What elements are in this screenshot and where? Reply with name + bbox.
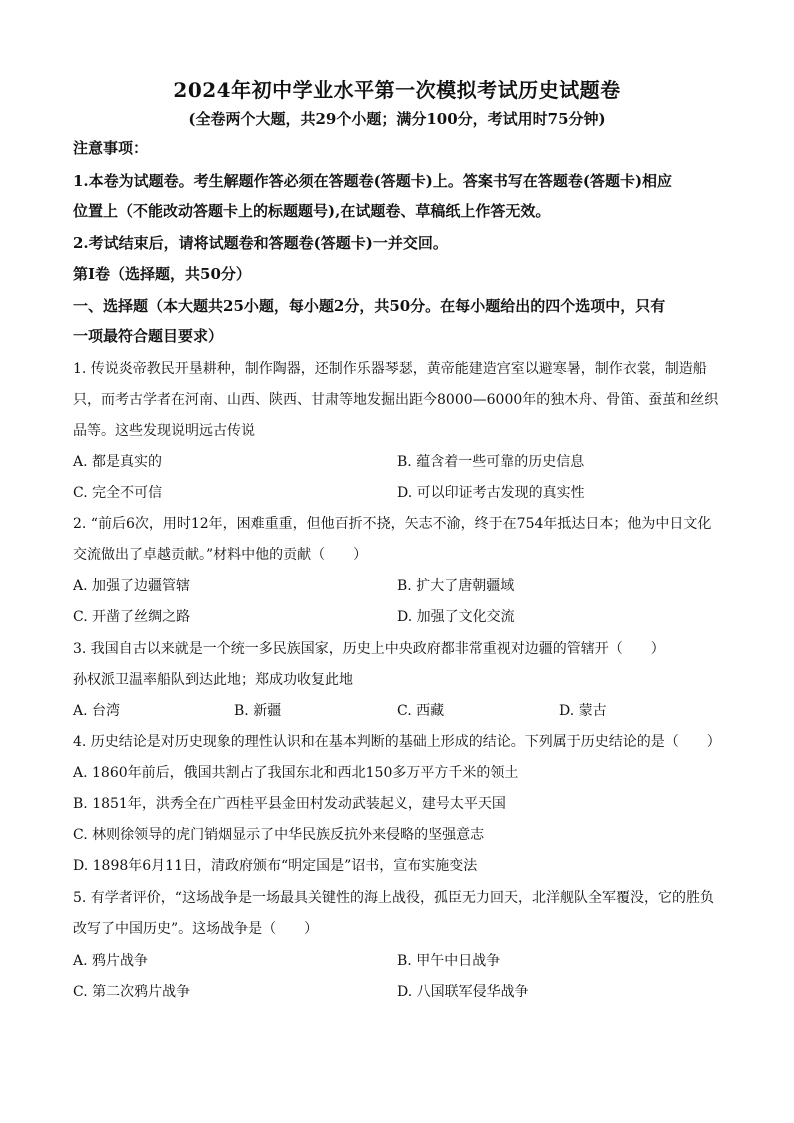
question-1-option-b[interactable]: B. 蕴含着一些可靠的历史信息 xyxy=(397,454,585,470)
page-subtitle: (全卷两个大题，共29个小题；满分100分，考试用时75分钟) xyxy=(188,110,606,128)
question-3-option-a[interactable]: A. 台湾 xyxy=(73,703,121,719)
question-3-option-b[interactable]: B. 新疆 xyxy=(234,703,282,719)
page-title: 2024年初中学业水平第一次模拟考试历史试题卷 xyxy=(173,78,621,102)
part-1-heading: 第Ⅰ卷（选择题，共50分） xyxy=(73,265,251,283)
notice-item-1-line-1: 1.本卷为试题卷。考生解题作答必须在答题卷(答题卡)上。答案书写在答题卷(答题卡)相应 xyxy=(73,172,673,190)
notice-heading: 注意事项： xyxy=(73,139,149,157)
question-4-option-c[interactable]: C. 林则徐领导的虎门销烟显示了中华民族反抗外来侵略的坚强意志 xyxy=(73,827,485,843)
question-1-line-1: 1. 传说炎帝教民开垦耕种，制作陶器，还制作乐器琴瑟，黄帝能建造宫室以避寒暑，制作衣裳，制造船 xyxy=(73,361,707,377)
question-5-option-a[interactable]: A. 鸦片战争 xyxy=(73,953,149,969)
question-1-option-d[interactable]: D. 可以印证考古发现的真实性 xyxy=(397,485,585,501)
question-2-option-c[interactable]: C. 开凿了丝绸之路 xyxy=(73,609,191,625)
question-1-line-3: 品等。这些发现说明远古传说 xyxy=(73,423,255,439)
notice-item-1-line-2: 位置上（不能改动答题卡上的标题题号),在试题卷、草稿纸上作答无效。 xyxy=(73,202,551,220)
section-1-heading-line-1: 一、选择题（本大题共25小题，每小题2分，共50分。在每小题给出的四个选项中，只有 xyxy=(73,297,666,315)
question-2-option-b[interactable]: B. 扩大了唐朝疆域 xyxy=(397,578,515,594)
question-2-option-d[interactable]: D. 加强了文化交流 xyxy=(397,609,515,625)
question-3-line-1: 3. 我国自古以来就是一个统一多民族国家，历史上中央政府都非常重视对边疆的管辖开（ ） xyxy=(73,641,665,657)
question-1-option-c[interactable]: C. 完全不可信 xyxy=(73,485,163,501)
question-4-line-1: 4. 历史结论是对历史现象的理性认识和在基本判断的基础上形成的结论。下列属于历史结论的是（ ） xyxy=(73,734,721,750)
question-3-option-d[interactable]: D. 蒙古 xyxy=(559,703,607,719)
question-5-line-2: 改写了中国历史”。这场战争是（ ） xyxy=(73,921,319,937)
question-4-option-a[interactable]: A. 1860年前后，俄国共割占了我国东北和西北150多万平方千米的领土 xyxy=(73,765,519,781)
question-2-line-1: 2. “前后6次，用时12年，困难重重，但他百折不挠，矢志不渝，终于在754年抵达日本；他为中日文化 xyxy=(73,516,712,532)
question-5-option-c[interactable]: C. 第二次鸦片战争 xyxy=(73,984,191,1000)
question-1-line-2: 只，而考古学者在河南、山西、陕西、甘肃等地发掘出距今8000—6000年的独木舟、骨笛、蚕茧和丝织 xyxy=(73,392,719,408)
question-3-option-c[interactable]: C. 西藏 xyxy=(397,703,445,719)
question-4-option-d[interactable]: D. 1898年6月11日，清政府颁布“明定国是”诏书，宣布实施变法 xyxy=(73,858,478,874)
question-2-option-a[interactable]: A. 加强了边疆管辖 xyxy=(73,578,191,594)
question-5-line-1: 5. 有学者评价，“这场战争是一场最具关键性的海上战役，孤臣无力回天，北洋舰队全军覆没，它的胜负 xyxy=(73,890,714,906)
question-2-line-2: 交流做出了卓越贡献。”材料中他的贡献（ ） xyxy=(73,547,368,563)
question-5-option-d[interactable]: D. 八国联军侵华战争 xyxy=(397,984,529,1000)
notice-item-2: 2.考试结束后，请将试题卷和答题卷(答题卡)一并交回。 xyxy=(73,234,448,252)
question-3-line-2: 孙权派卫温率船队到达此地；郑成功收复此地 xyxy=(73,672,353,688)
question-4-option-b[interactable]: B. 1851年，洪秀全在广西桂平县金田村发动武装起义，建号太平天国 xyxy=(73,796,506,812)
question-5-option-b[interactable]: B. 甲午中日战争 xyxy=(397,953,501,969)
section-1-heading-line-2: 一项最符合题目要求） xyxy=(73,327,224,345)
question-1-option-a[interactable]: A. 都是真实的 xyxy=(73,454,163,470)
